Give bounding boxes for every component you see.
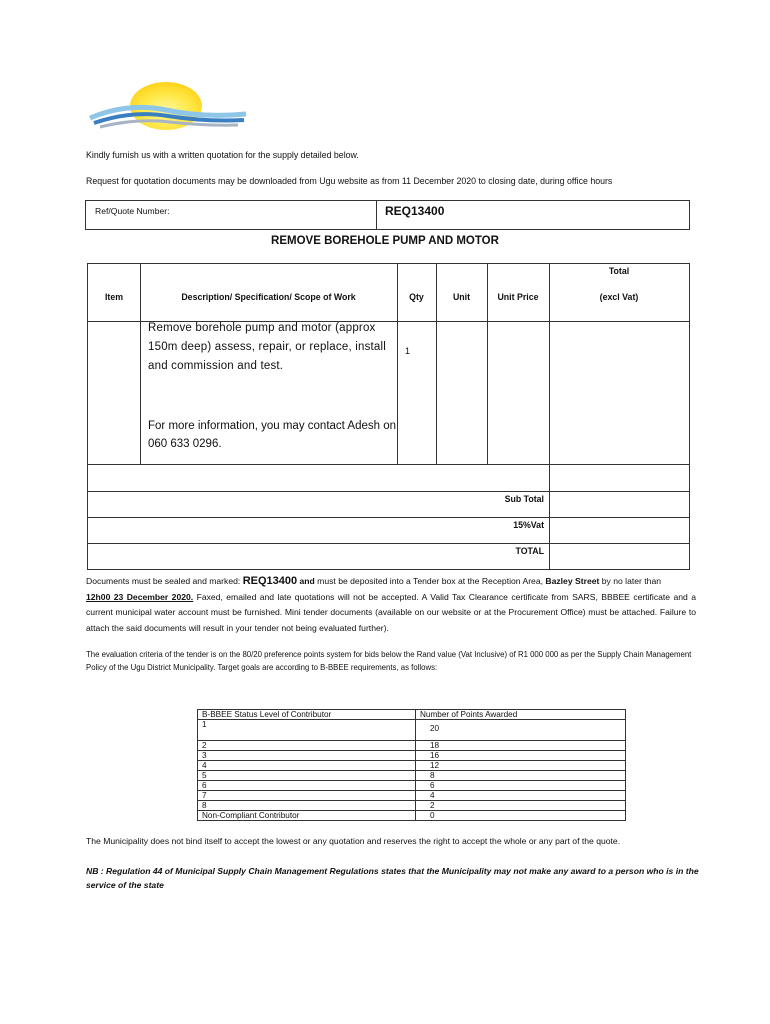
header-unit: Unit [452,292,471,302]
bbbee-level: 8 [198,801,416,811]
quotation-table [87,263,690,570]
bbbee-row [198,811,626,821]
page-title: REMOVE BOREHOLE PUMP AND MOTOR [271,235,499,247]
header-description: Description/ Specification/ Scope of Work [181,292,356,302]
header-total-excl-vat: (excl Vat) [599,292,639,302]
vat-label: 15%Vat [513,520,544,530]
bbbee-points: 12 [416,761,626,771]
bbbee-points: 8 [416,771,626,781]
bbbee-level: Non-Compliant Contributor [198,811,416,821]
header-total: Total [608,266,630,276]
bbbee-points: 0 [416,811,626,821]
bbbee-points: 16 [416,751,626,761]
bbbee-row [198,801,626,811]
bbbee-row [198,751,626,761]
bbbee-points: 18 [416,741,626,751]
bbbee-level: 2 [198,741,416,751]
total-label: TOTAL [515,546,544,556]
disclaimer: The Municipality does not bind itself to accept the lowest or any quotation and reserves the right to accept the whole or any part of the quote. [86,836,621,846]
subtotal-label: Sub Total [504,494,544,504]
item-qty: 1 [405,346,411,356]
submission-paragraph: Documents must be sealed and marked: REQ13400 and must be deposited into a Tender box at the Reception Area, Bazley Street by no later than 12h00 23 December 2020. Faxed, emailed and late quotations will not be accepted. A Valid Tax Clearance certificate from SARS, BBBEE certificate and a current municipal water account must be furnished. Mini tender documents (available on our website or at the Procurement Office) must be attached. Failure to attach the said documents will result in your tender not being evaluated further). [86,575,697,633]
bbbee-row [198,781,626,791]
intro-line-1: Kindly furnish us with a written quotation for the supply detailed below. [86,150,359,160]
bbbee-level: 3 [198,751,416,761]
bbbee-row [198,771,626,781]
bbbee-level: 7 [198,791,416,801]
bbbee-row [198,720,626,741]
header-unit-price: Unit Price [497,292,539,302]
bbbee-points: 4 [416,791,626,801]
evaluation-paragraph: The evaluation criteria of the tender is on the 80/20 preference points system for bids below the Rand value (Vat Inclusive) of R1 000 000 as per the Supply Chain Management Policy of the Ugu District Municipality. Target goals are according to B-BBEE requirements, as follows: [86,650,692,672]
bbbee-points: 6 [416,781,626,791]
bbbee-level: 5 [198,771,416,781]
bbbee-row [198,741,626,751]
ref-box [85,200,690,230]
sun-over-water-logo [88,80,248,132]
bbbee-row [198,791,626,801]
intro-line-2: Request for quotation documents may be downloaded from Ugu website as from 11 December 2020 to closing date, during office hours [86,176,613,186]
item-description: Remove borehole pump and motor (approx 150m deep) assess, repair, or replace, install and commission and test. [148,322,387,372]
header-item: Item [104,292,124,302]
bbbee-level: 6 [198,781,416,791]
bbbee-header-points: Number of Points Awarded [416,710,626,720]
bbbee-points: 2 [416,801,626,811]
bbbee-table [197,709,626,821]
bbbee-points: 20 [416,720,626,741]
header-qty: Qty [409,292,424,302]
contact-info: For more information, you may contact Adesh on 060 633 0296. [148,420,397,450]
nb-note: NB : Regulation 44 of Municipal Supply Chain Management Regulations states that the Municipality may not make any award to a person who is in the service of the state [86,866,699,890]
bbbee-header-level: B-BBEE Status Level of Contributor [198,710,416,720]
ref-label: Ref/Quote Number: [95,206,170,216]
ref-value: REQ13400 [385,204,445,218]
bbbee-level: 1 [198,720,416,741]
bbbee-level: 4 [198,761,416,771]
bbbee-row [198,761,626,771]
